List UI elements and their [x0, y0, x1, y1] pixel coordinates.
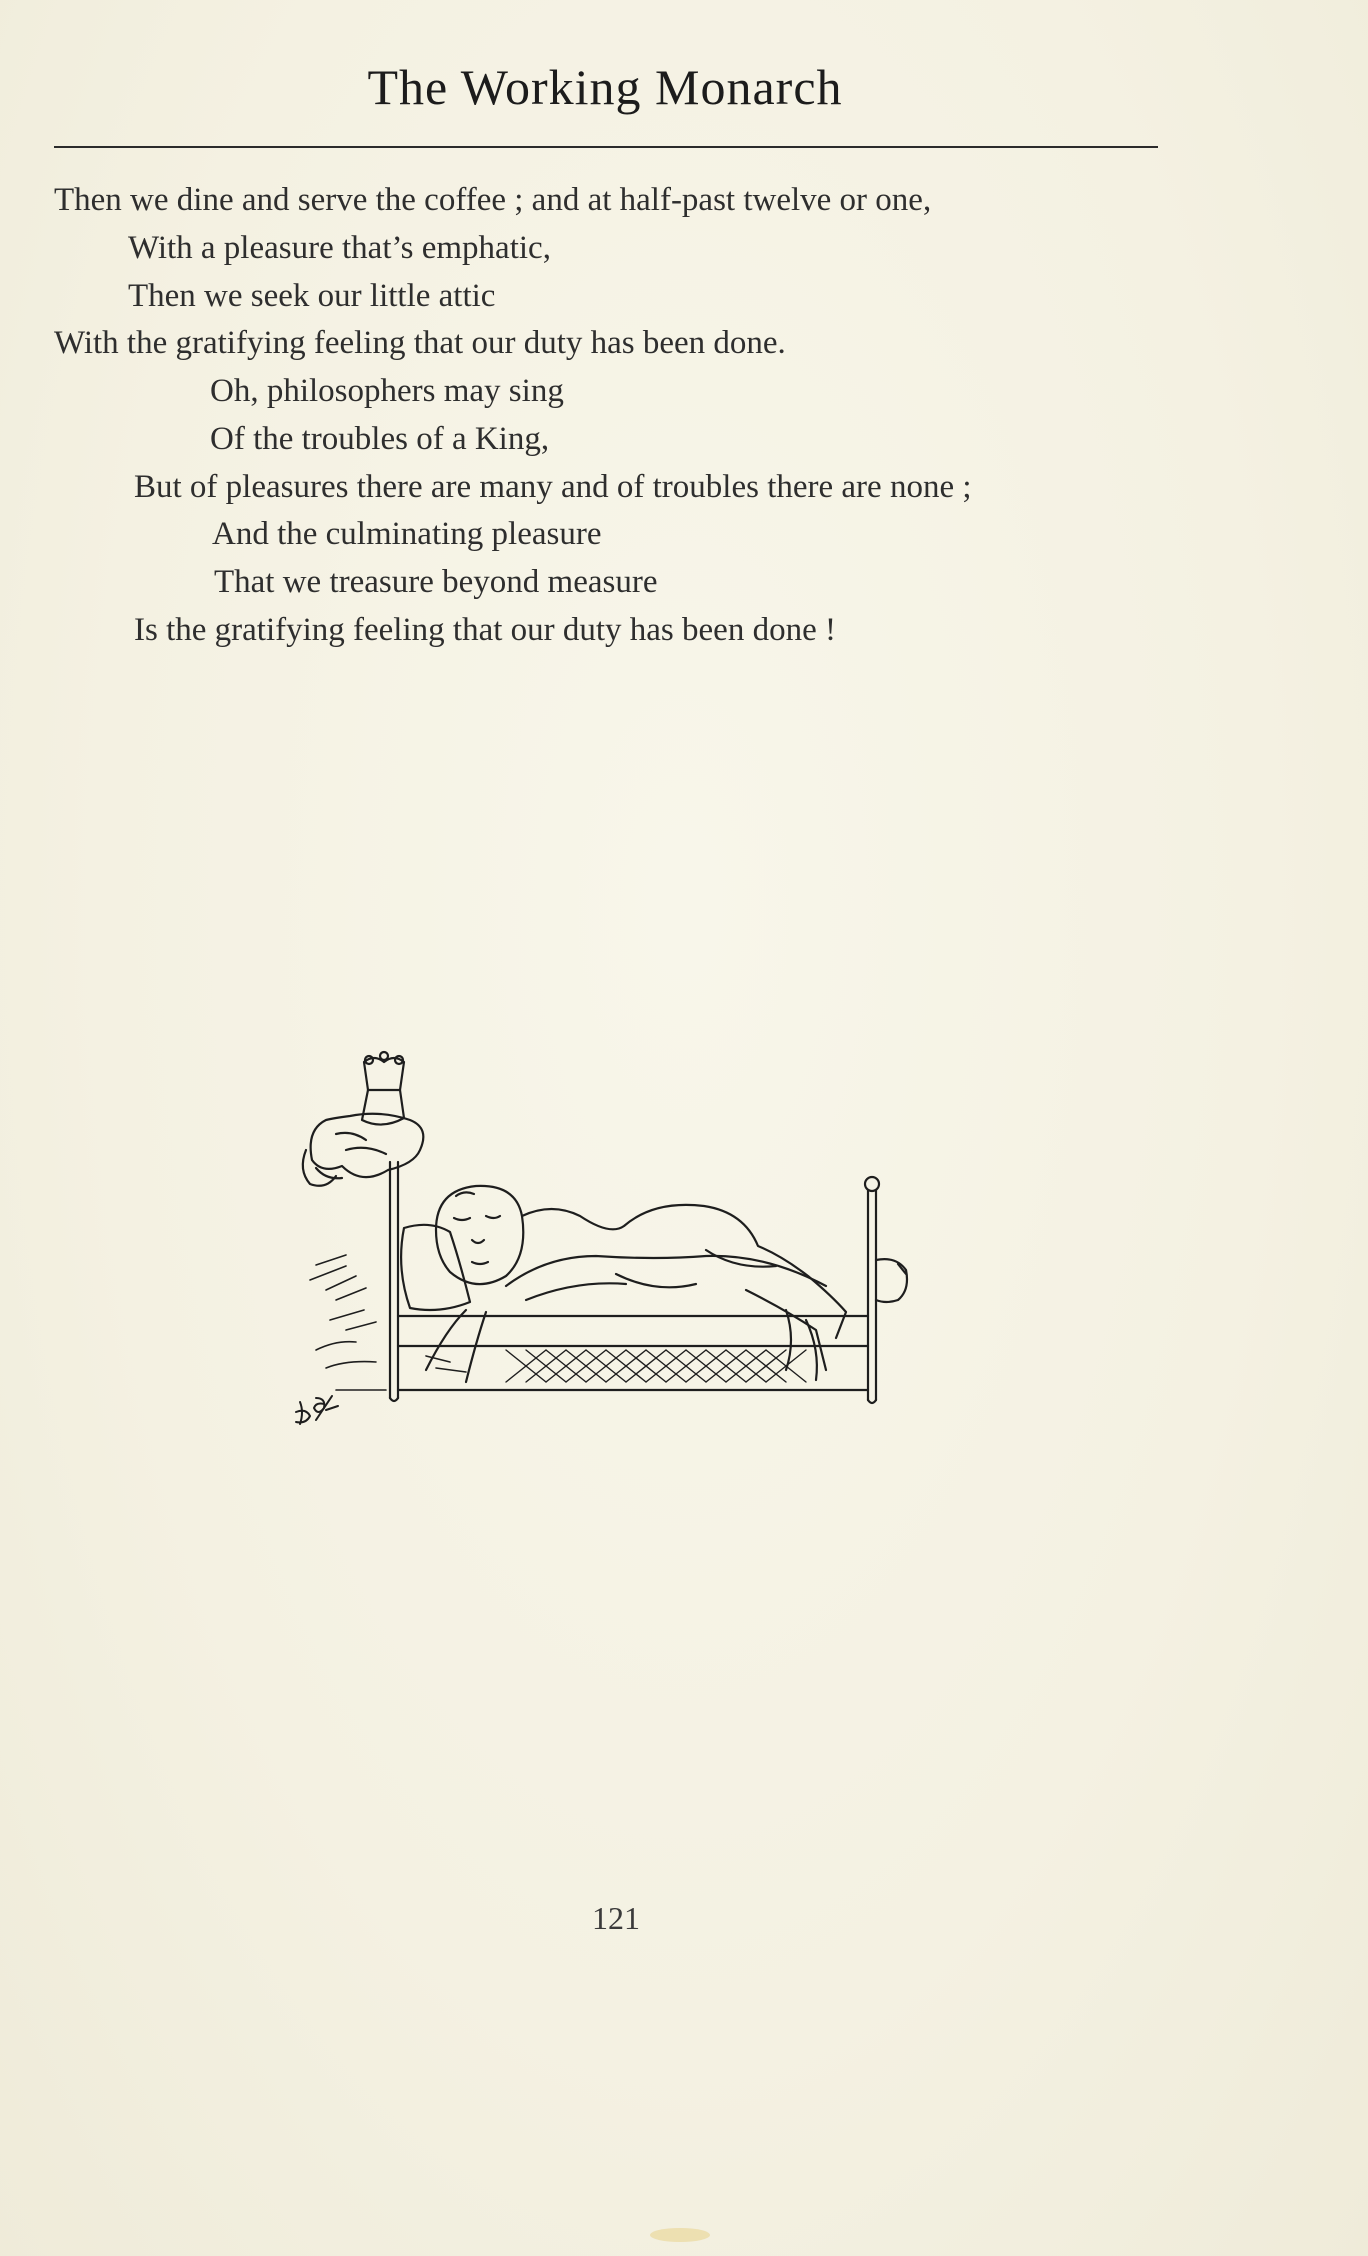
page-number: 121 [592, 1900, 640, 1936]
verse-line-3: Then we seek our little attic [128, 278, 496, 314]
verse-line-5: Oh, philosophers may sing [210, 373, 564, 409]
verse-line-4: With the gratifying feeling that our duty has been done. [54, 325, 786, 361]
running-head-title: The Working Monarch [367, 59, 843, 115]
verse-line-9: That we treasure beyond measure [214, 564, 658, 600]
king-asleep-in-bed-illustration [286, 1050, 936, 1450]
verse-line-2: With a pleasure that’s emphatic, [128, 230, 551, 266]
paper-stain [650, 2228, 710, 2242]
verse-line-6: Of the troubles of a King, [210, 421, 550, 457]
artist-monogram-icon [296, 1396, 338, 1424]
header-rule [54, 146, 1158, 148]
verse-line-1: Then we dine and serve the coffee ; and at half-past twelve or one, [54, 182, 932, 218]
sleeping-king-head-icon [436, 1186, 523, 1284]
verse-line-7: But of pleasures there are many and of troubles there are none ; [134, 469, 972, 505]
verse-line-8: And the culminating pleasure [212, 516, 602, 552]
verse-line-10: Is the gratifying feeling that our duty has been done ! [134, 612, 836, 648]
